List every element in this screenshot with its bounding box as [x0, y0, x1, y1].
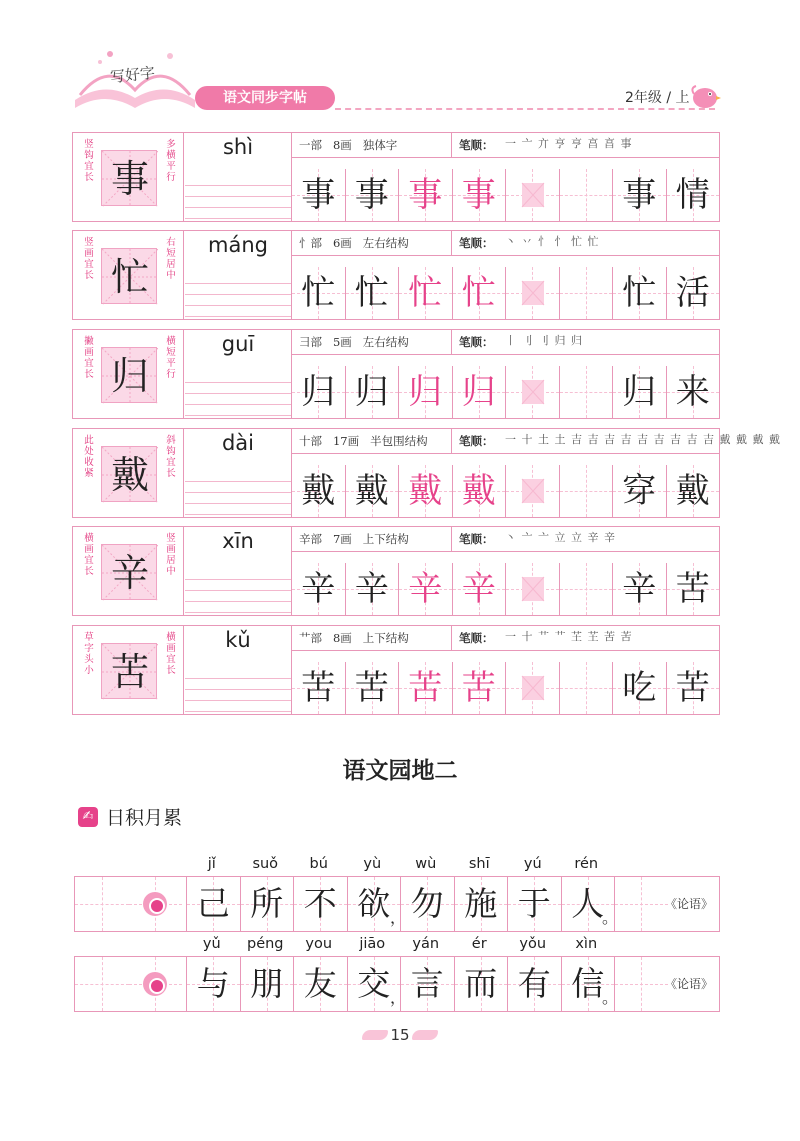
page-ornament-right	[412, 1030, 438, 1040]
proverb-pinyin: yǔ	[202, 936, 221, 952]
writing-cell[interactable]	[559, 662, 613, 714]
character-row	[72, 526, 720, 616]
proverb-char: 有	[517, 964, 551, 1003]
proverb-char: 施	[464, 884, 498, 923]
character-row	[72, 230, 720, 320]
writing-cell[interactable]	[345, 662, 399, 714]
character-box	[101, 544, 157, 600]
proverb-cell[interactable]	[400, 957, 454, 1011]
column-divider	[183, 231, 184, 319]
writing-cell[interactable]	[291, 563, 345, 615]
proverb-char: 己	[196, 884, 230, 923]
row-divider	[291, 157, 719, 158]
character-row	[72, 428, 781, 518]
writing-cell[interactable]	[398, 662, 452, 714]
tip-left: 竖钩宜长	[84, 139, 94, 183]
subsection-title: 日积月累	[106, 807, 183, 829]
tip-right: 斜钩宜长	[166, 435, 176, 479]
pinyin: xīn	[222, 529, 254, 553]
page-number: 15	[390, 1026, 410, 1044]
practice-cells	[291, 563, 719, 615]
writing-cell[interactable]	[505, 662, 559, 714]
pinyin: shì	[222, 135, 254, 159]
column-divider	[183, 133, 184, 221]
writing-cell[interactable]	[559, 465, 613, 517]
grade-label: 2年级 / 上	[625, 90, 690, 106]
radical-stroke-info: 辛部 7画 上下结构	[299, 532, 409, 546]
writing-cell[interactable]	[398, 465, 452, 517]
proverb-cell[interactable]	[400, 877, 454, 931]
pinyin: dài	[221, 431, 255, 455]
subsection-header	[78, 803, 182, 830]
stroke-order: 一 十 艹 艹 芏 芏 苦 苦	[505, 630, 633, 643]
stroke-order: 丶 丷 忄 忄 忙 忙	[505, 235, 600, 248]
practice-char: 归	[461, 372, 496, 412]
proverb-cell[interactable]	[507, 877, 561, 931]
proverb-pinyin: ér	[471, 936, 487, 952]
proverb-pinyin: yú	[523, 856, 542, 872]
proverb-pinyin: wù	[415, 856, 437, 872]
practice-char: 戴	[408, 471, 443, 511]
tip-right: 右短居中	[166, 237, 176, 281]
writing-cell[interactable]	[666, 169, 720, 221]
proverb-cell[interactable]	[507, 957, 561, 1011]
radical-stroke-info: 一部 8画 独体字	[299, 138, 398, 152]
proverb-cell[interactable]	[186, 877, 240, 931]
proverb-pinyin: péng	[246, 936, 284, 952]
writing-cell[interactable]	[398, 563, 452, 615]
proverb-pinyin-row	[185, 856, 615, 872]
writing-cell[interactable]	[345, 465, 399, 517]
writing-cell[interactable]	[291, 267, 345, 319]
character-row	[72, 329, 720, 419]
proverb-cell[interactable]	[75, 957, 129, 1011]
proverb-char: 于	[517, 884, 551, 923]
column-divider	[183, 626, 184, 714]
writing-cell[interactable]	[345, 169, 399, 221]
proverb-char: 人	[571, 884, 605, 923]
column-divider	[451, 330, 452, 354]
writing-cell[interactable]	[612, 267, 666, 319]
word-char: 辛	[622, 569, 657, 609]
proverb-char: 与	[196, 964, 230, 1003]
header-title: 写好字	[109, 63, 156, 87]
pinyin-writing-lines[interactable]	[185, 175, 291, 219]
main-character: 归	[110, 354, 149, 398]
practice-char: 苦	[461, 668, 496, 708]
writing-cell[interactable]	[505, 465, 559, 517]
practice-char: 辛	[301, 569, 336, 609]
writing-cell[interactable]	[559, 169, 613, 221]
practice-char: 事	[301, 175, 336, 215]
stroke-order-label: 笔顺：	[459, 335, 494, 349]
column-divider	[451, 133, 452, 157]
practice-cells	[291, 662, 719, 714]
proverb-cell[interactable]	[293, 877, 347, 931]
proverb-cell[interactable]	[454, 957, 508, 1011]
trace-guide-shape	[518, 179, 548, 211]
pinyin: máng	[208, 233, 268, 257]
proverb-cell[interactable]	[240, 877, 294, 931]
writing-cell[interactable]	[666, 465, 720, 517]
column-divider	[451, 626, 452, 650]
practice-char: 事	[461, 175, 496, 215]
row-divider	[291, 255, 719, 256]
pinyin-writing-lines[interactable]	[185, 273, 291, 317]
writing-cell[interactable]	[452, 169, 506, 221]
bullet-icon	[143, 972, 167, 996]
row-divider	[291, 453, 719, 454]
period: 。	[602, 988, 619, 1007]
word-char: 吃	[622, 668, 657, 708]
proverb-pinyin: shī	[468, 856, 490, 872]
practice-cells	[291, 465, 719, 517]
pinyin-writing-lines[interactable]	[185, 569, 291, 613]
page-header	[70, 40, 740, 120]
practice-char: 苦	[408, 668, 443, 708]
proverb-pinyin: rén	[574, 856, 599, 872]
trace-guide-shape	[518, 573, 548, 605]
writing-cell[interactable]	[291, 366, 345, 418]
practice-char: 辛	[461, 569, 496, 609]
writing-cell[interactable]	[666, 662, 720, 714]
practice-char: 归	[354, 372, 389, 412]
practice-char: 忙	[354, 273, 389, 313]
proverb-pinyin: yán	[412, 936, 440, 952]
bullet-icon	[143, 892, 167, 916]
proverb-char: 信	[571, 964, 605, 1003]
writing-cell[interactable]	[505, 366, 559, 418]
stroke-order-label: 笔顺：	[459, 236, 494, 250]
writing-cell[interactable]	[559, 563, 613, 615]
practice-char: 苦	[354, 668, 389, 708]
word-char: 情	[675, 175, 710, 215]
proverb-pinyin: bú	[309, 856, 328, 872]
proverb-char: 交	[357, 964, 391, 1003]
word-char: 来	[675, 372, 710, 412]
writing-cell[interactable]	[612, 662, 666, 714]
proverb-char: 朋	[250, 964, 284, 1003]
proverb-cell[interactable]	[614, 957, 668, 1011]
column-divider	[451, 429, 452, 453]
writing-cell[interactable]	[452, 662, 506, 714]
row-divider	[291, 354, 719, 355]
trace-guide-shape	[518, 475, 548, 507]
comma: ，	[390, 988, 407, 1007]
stroke-order: 一 十 土 土 吉 吉 吉 吉 吉 吉 吉 吉 吉 戴 戴 戴 戴	[505, 433, 781, 446]
tip-left: 横画宜长	[84, 533, 94, 577]
writing-cell[interactable]	[559, 267, 613, 319]
row-divider	[291, 551, 719, 552]
tip-right: 横画宜长	[166, 632, 176, 676]
trace-guide-shape	[518, 376, 548, 408]
practice-char: 苦	[301, 668, 336, 708]
proverb-char: 所	[250, 884, 284, 923]
radical-stroke-info: 艹部 8画 上下结构	[299, 631, 409, 645]
main-character: 辛	[110, 551, 149, 595]
writing-cell[interactable]	[291, 465, 345, 517]
word-char: 归	[622, 372, 657, 412]
writing-cell[interactable]	[666, 563, 720, 615]
trace-guide-shape	[518, 277, 548, 309]
row-divider	[291, 650, 719, 651]
practice-char: 辛	[408, 569, 443, 609]
word-char: 事	[622, 175, 657, 215]
proverb-pinyin: yǒu	[519, 936, 547, 952]
tip-right: 多横平行	[166, 139, 176, 183]
tip-left: 草字头小	[84, 632, 94, 676]
stroke-order: 一 亠 亣 亨 亨 亯 亯 事	[505, 137, 633, 150]
proverb-char: 言	[410, 964, 444, 1003]
word-char: 苦	[675, 668, 710, 708]
writing-cell[interactable]	[291, 662, 345, 714]
pinyin-writing-lines[interactable]	[185, 372, 291, 416]
word-char: 忙	[622, 273, 657, 313]
writing-cell[interactable]	[345, 366, 399, 418]
proverb-cell[interactable]	[614, 877, 668, 931]
writing-cell[interactable]	[612, 563, 666, 615]
writing-cell[interactable]	[452, 267, 506, 319]
radical-stroke-info: 忄部 6画 左右结构	[299, 236, 409, 250]
practice-char: 事	[354, 175, 389, 215]
practice-cells	[291, 366, 719, 418]
tip-right: 竖画居中	[166, 533, 176, 577]
practice-char: 忙	[301, 273, 336, 313]
tip-left: 竖画宜长	[84, 237, 94, 281]
pinyin: guī	[221, 332, 255, 356]
proverb-pinyin: you	[305, 936, 333, 952]
main-character: 忙	[110, 255, 149, 299]
pinyin-writing-lines[interactable]	[185, 471, 291, 515]
proverb-pinyin: jǐ	[207, 856, 216, 872]
stroke-order-label: 笔顺：	[459, 532, 494, 546]
column-divider	[183, 527, 184, 615]
practice-cells	[291, 267, 719, 319]
writing-cell[interactable]	[666, 267, 720, 319]
column-divider	[183, 330, 184, 418]
proverb-pinyin: xìn	[575, 936, 598, 952]
writing-cell[interactable]	[612, 366, 666, 418]
tip-left: 撇画宜长	[84, 336, 94, 380]
writing-cell[interactable]	[398, 169, 452, 221]
character-box	[101, 446, 157, 502]
character-box	[101, 347, 157, 403]
proverb-char: 欲	[357, 884, 391, 923]
practice-char: 戴	[354, 471, 389, 511]
writing-cell[interactable]	[505, 267, 559, 319]
section-title: 语文园地二	[342, 757, 458, 784]
character-box	[101, 248, 157, 304]
practice-char: 归	[301, 372, 336, 412]
main-character: 事	[110, 157, 149, 201]
writing-cell[interactable]	[505, 563, 559, 615]
trace-guide-shape	[518, 672, 548, 704]
stroke-order-label: 笔顺：	[459, 138, 494, 152]
writing-cell[interactable]	[559, 366, 613, 418]
proverb-cell[interactable]	[186, 957, 240, 1011]
writing-cell[interactable]	[452, 366, 506, 418]
proverb-source: 《论语》	[665, 897, 714, 911]
writing-cell[interactable]	[291, 169, 345, 221]
proverb-char: 勿	[410, 884, 444, 923]
word-char: 戴	[675, 471, 710, 511]
period: 。	[602, 908, 619, 927]
stroke-order-label: 笔顺：	[459, 434, 494, 448]
main-character: 苦	[110, 650, 149, 694]
stroke-order: 丶 亠 亠 立 立 辛 辛	[505, 531, 616, 544]
practice-char: 事	[408, 175, 443, 215]
writing-cell[interactable]	[345, 267, 399, 319]
proverb-char: 友	[303, 964, 337, 1003]
practice-char: 戴	[461, 471, 496, 511]
proverb-cell[interactable]	[293, 957, 347, 1011]
writing-cell[interactable]	[612, 169, 666, 221]
bird-icon	[688, 78, 722, 112]
tip-left: 此处收紧	[84, 435, 94, 479]
proverb-pinyin: suǒ	[252, 856, 279, 872]
proverb-cell[interactable]	[240, 957, 294, 1011]
header-divider	[335, 108, 715, 110]
proverb-source: 《论语》	[665, 977, 714, 991]
proverb-cell[interactable]	[75, 877, 129, 931]
character-row	[72, 132, 720, 222]
proverb-row	[74, 956, 720, 1012]
pencil-icon: ✍	[78, 807, 98, 827]
word-char: 苦	[675, 569, 710, 609]
pinyin: kǔ	[225, 628, 251, 652]
character-box	[101, 643, 157, 699]
character-row	[72, 625, 720, 715]
radical-stroke-info: 彐部 5画 左右结构	[299, 335, 409, 349]
radical-stroke-info: 十部 17画 半包围结构	[299, 434, 428, 448]
tip-right: 横短平行	[166, 336, 176, 380]
writing-cell[interactable]	[345, 563, 399, 615]
proverb-char: 不	[303, 884, 337, 923]
writing-cell[interactable]	[452, 465, 506, 517]
comma: ，	[390, 908, 407, 927]
stroke-order: 丨 刂 刂 归 归	[505, 334, 583, 347]
practice-char: 辛	[354, 569, 389, 609]
writing-cell[interactable]	[666, 366, 720, 418]
practice-char: 忙	[408, 273, 443, 313]
writing-cell[interactable]	[505, 169, 559, 221]
word-char: 穿	[622, 471, 657, 511]
main-character: 戴	[110, 453, 149, 497]
column-divider	[451, 231, 452, 255]
pinyin-writing-lines[interactable]	[185, 668, 291, 712]
column-divider	[451, 527, 452, 551]
practice-cells	[291, 169, 719, 221]
writing-cell[interactable]	[612, 465, 666, 517]
writing-cell[interactable]	[398, 267, 452, 319]
word-char: 活	[675, 273, 710, 313]
proverb-char: 而	[464, 964, 498, 1003]
proverb-pinyin-row	[185, 936, 615, 952]
proverb-row	[74, 876, 720, 932]
practice-char: 归	[408, 372, 443, 412]
proverb-pinyin: jiāo	[359, 936, 386, 952]
column-divider	[183, 429, 184, 517]
writing-cell[interactable]	[398, 366, 452, 418]
practice-char: 戴	[301, 471, 336, 511]
proverb-pinyin: yù	[363, 856, 382, 872]
stroke-order-label: 笔顺：	[459, 631, 494, 645]
writing-cell[interactable]	[452, 563, 506, 615]
character-box	[101, 150, 157, 206]
proverb-cell[interactable]	[454, 877, 508, 931]
header-subtitle: 语文同步字帖	[195, 86, 335, 110]
practice-char: 忙	[461, 273, 496, 313]
